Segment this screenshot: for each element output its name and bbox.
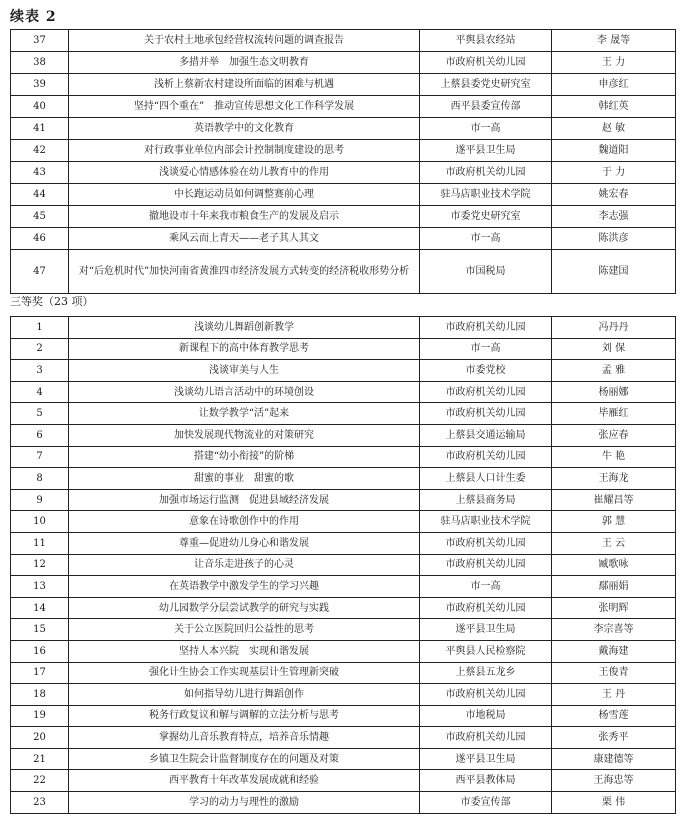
cell-unit: 上蔡县商务局: [420, 489, 552, 511]
cell-title: 浅谈幼儿舞蹈创新教学: [69, 317, 420, 339]
cell-number: 22: [11, 770, 69, 792]
cell-author: 张明辉: [552, 597, 676, 619]
cell-unit: 市政府机关幼儿园: [420, 446, 552, 468]
table-row: [11, 554, 676, 576]
cell-title: 税务行政复议和解与调解的立法分析与思考: [69, 705, 420, 727]
cell-title: 对行政事业单位内部会计控制制度建设的思考: [69, 140, 420, 162]
cell-title: 关于公立医院回归公益性的思考: [69, 619, 420, 641]
cell-unit: 市政府机关幼儿园: [420, 162, 552, 184]
cell-unit: 市政府机关幼儿园: [420, 597, 552, 619]
cell-title: 撤地设市十年来我市粮食生产的发展及启示: [69, 206, 420, 228]
cell-unit: 市委党史研究室: [420, 206, 552, 228]
table-row: [11, 576, 676, 598]
table-row: [11, 317, 676, 339]
cell-number: 5: [11, 403, 69, 425]
table-row: [11, 705, 676, 727]
cell-title: 让数学教学“活”起来: [69, 403, 420, 425]
cell-unit: 市政府机关幼儿园: [420, 532, 552, 554]
cell-author: 陈洪彦: [552, 228, 676, 250]
cell-author: 李志强: [552, 206, 676, 228]
cell-author: 刘 保: [552, 338, 676, 360]
cell-title: 浅谈爱心情感体验在幼儿教育中的作用: [69, 162, 420, 184]
cell-title: 甜蜜的事业 甜蜜的歌: [69, 468, 420, 490]
cell-author: 王 云: [552, 532, 676, 554]
cell-unit: 市委宣传部: [420, 792, 552, 814]
cell-author: 李 晟等: [552, 30, 676, 52]
table-row: [11, 52, 676, 74]
cell-title: 关于农村土地承包经营权流转问题的调查报告: [69, 30, 420, 52]
awards-table-continued: [10, 29, 676, 294]
table-row: [11, 250, 676, 294]
cell-title: 英语教学中的文化教育: [69, 118, 420, 140]
cell-number: 10: [11, 511, 69, 533]
cell-number: 18: [11, 684, 69, 706]
table-row: [11, 640, 676, 662]
table-row: [11, 381, 676, 403]
cell-unit: 市一高: [420, 576, 552, 598]
table-row: [11, 748, 676, 770]
section-heading-third-prize: 三等奖（23 项）: [10, 295, 94, 308]
cell-author: 康建德等: [552, 748, 676, 770]
cell-number: 44: [11, 184, 69, 206]
cell-title: 幼儿园数学分层尝试教学的研究与实践: [69, 597, 420, 619]
cell-unit: 西平县委宣传部: [420, 96, 552, 118]
cell-title: 坚持“四个重在” 推动宣传思想文化工作科学发展: [69, 96, 420, 118]
cell-unit: 上蔡县五龙乡: [420, 662, 552, 684]
cell-number: 19: [11, 705, 69, 727]
cell-number: 11: [11, 532, 69, 554]
table-row: [11, 662, 676, 684]
cell-author: 臧歌咏: [552, 554, 676, 576]
cell-title: 让音乐走进孩子的心灵: [69, 554, 420, 576]
cell-title: 浅析上蔡新农村建设所面临的困难与机遇: [69, 74, 420, 96]
cell-number: 12: [11, 554, 69, 576]
cell-number: 43: [11, 162, 69, 184]
table-row: [11, 228, 676, 250]
cell-unit: 上蔡县交通运输局: [420, 424, 552, 446]
table-row: [11, 619, 676, 641]
cell-title: 如何指导幼儿进行舞蹈创作: [69, 684, 420, 706]
table-row: [11, 74, 676, 96]
cell-unit: 平舆县农经站: [420, 30, 552, 52]
table-row: [11, 162, 676, 184]
cell-title: 浅谈审美与人生: [69, 360, 420, 382]
cell-unit: 市政府机关幼儿园: [420, 727, 552, 749]
cell-unit: 市政府机关幼儿园: [420, 381, 552, 403]
cell-number: 46: [11, 228, 69, 250]
table-row: [11, 684, 676, 706]
cell-unit: 市委党校: [420, 360, 552, 382]
table-row: [11, 792, 676, 814]
table-row: [11, 597, 676, 619]
table-row: [11, 140, 676, 162]
table-row: [11, 532, 676, 554]
cell-unit: 西平县教体局: [420, 770, 552, 792]
cell-author: 牛 艳: [552, 446, 676, 468]
cell-unit: 市地税局: [420, 705, 552, 727]
cell-unit: 遂平县卫生局: [420, 140, 552, 162]
cell-number: 38: [11, 52, 69, 74]
table-row: [11, 727, 676, 749]
cell-author: 张秀平: [552, 727, 676, 749]
cell-author: 张应春: [552, 424, 676, 446]
table-row: [11, 489, 676, 511]
cell-title: 乡镇卫生院会计监督制度存在的问题及对策: [69, 748, 420, 770]
cell-author: 杨丽娜: [552, 381, 676, 403]
cell-number: 20: [11, 727, 69, 749]
cell-number: 37: [11, 30, 69, 52]
cell-author: 赵 敏: [552, 118, 676, 140]
cell-author: 王海龙: [552, 468, 676, 490]
table-row: [11, 770, 676, 792]
cell-author: 毕雁红: [552, 403, 676, 425]
cell-title: 加快发展现代物流业的对策研究: [69, 424, 420, 446]
cell-unit: 驻马店职业技术学院: [420, 184, 552, 206]
cell-number: 9: [11, 489, 69, 511]
table-row: [11, 30, 676, 52]
cell-number: 39: [11, 74, 69, 96]
cell-number: 2: [11, 338, 69, 360]
cell-title: 乘风云而上青天——老子其人其文: [69, 228, 420, 250]
cell-title: 西平教育十年改革发展成就和经验: [69, 770, 420, 792]
cell-unit: 市一高: [420, 228, 552, 250]
cell-author: 韩红英: [552, 96, 676, 118]
cell-number: 41: [11, 118, 69, 140]
cell-number: 8: [11, 468, 69, 490]
cell-number: 45: [11, 206, 69, 228]
cell-title: 强化计生协会工作实现基层计生管理新突破: [69, 662, 420, 684]
cell-author: 郭 慧: [552, 511, 676, 533]
cell-number: 7: [11, 446, 69, 468]
cell-title: 掌握幼儿音乐教育特点，培养音乐情趣: [69, 727, 420, 749]
cell-title: 尊重—促进幼儿身心和谐发展: [69, 532, 420, 554]
table-row: [11, 96, 676, 118]
cell-author: 王 丹: [552, 684, 676, 706]
cell-number: 23: [11, 792, 69, 814]
cell-title: 新课程下的高中体育教学思考: [69, 338, 420, 360]
cell-title: 意象在诗歌创作中的作用: [69, 511, 420, 533]
table-row: [11, 403, 676, 425]
cell-number: 1: [11, 317, 69, 339]
cell-number: 21: [11, 748, 69, 770]
cell-author: 王 力: [552, 52, 676, 74]
cell-number: 47: [11, 250, 69, 294]
table-row: [11, 206, 676, 228]
cell-unit: 市一高: [420, 338, 552, 360]
cell-number: 16: [11, 640, 69, 662]
cell-number: 15: [11, 619, 69, 641]
cell-author: 李宗喜等: [552, 619, 676, 641]
cell-unit: 市政府机关幼儿园: [420, 554, 552, 576]
cell-unit: 平舆县人民检察院: [420, 640, 552, 662]
third-prize-table: [10, 316, 676, 814]
cell-title: 坚持人本兴院 实现和谐发展: [69, 640, 420, 662]
cell-author: 栗 伟: [552, 792, 676, 814]
cell-title: 在英语教学中激发学生的学习兴趣: [69, 576, 420, 598]
cell-author: 姚宏春: [552, 184, 676, 206]
cell-unit: 市政府机关幼儿园: [420, 317, 552, 339]
cell-author: 申彦红: [552, 74, 676, 96]
table-row: [11, 360, 676, 382]
cell-author: 杨雪莲: [552, 705, 676, 727]
cell-title: 搭建“幼小衔接”的阶梯: [69, 446, 420, 468]
cell-author: 鄢丽娟: [552, 576, 676, 598]
cell-number: 42: [11, 140, 69, 162]
cell-author: 王俊青: [552, 662, 676, 684]
cell-title: 浅谈幼儿语言活动中的环境创设: [69, 381, 420, 403]
cell-unit: 遂平县卫生局: [420, 619, 552, 641]
cell-title: 中长跑运动员如何调整赛前心理: [69, 184, 420, 206]
cell-title: 学习的动力与理性的激励: [69, 792, 420, 814]
cell-unit: 驻马店职业技术学院: [420, 511, 552, 533]
cell-number: 14: [11, 597, 69, 619]
table-row: [11, 446, 676, 468]
table-row: [11, 511, 676, 533]
cell-unit: 市一高: [420, 118, 552, 140]
cell-title: 加强市场运行监测 促进县域经济发展: [69, 489, 420, 511]
table-row: [11, 468, 676, 490]
page-heading: 续表 2: [10, 9, 57, 25]
cell-unit: 市政府机关幼儿园: [420, 403, 552, 425]
cell-unit: 市政府机关幼儿园: [420, 684, 552, 706]
cell-author: 冯丹丹: [552, 317, 676, 339]
cell-number: 6: [11, 424, 69, 446]
cell-title: 多措并举 加强生态文明教育: [69, 52, 420, 74]
cell-author: 戴海建: [552, 640, 676, 662]
cell-author: 于 力: [552, 162, 676, 184]
cell-author: 王海忠等: [552, 770, 676, 792]
cell-unit: 上蔡县人口计生委: [420, 468, 552, 490]
cell-number: 17: [11, 662, 69, 684]
table-row: [11, 184, 676, 206]
cell-author: 孟 雅: [552, 360, 676, 382]
cell-number: 3: [11, 360, 69, 382]
cell-title: 对“后危机时代”加快河南省黄淮四市经济发展方式转变的经济税收形势分析: [69, 250, 420, 294]
cell-unit: 遂平县卫生局: [420, 748, 552, 770]
cell-unit: 市政府机关幼儿园: [420, 52, 552, 74]
cell-author: 魏道阳: [552, 140, 676, 162]
cell-unit: 市国税局: [420, 250, 552, 294]
cell-unit: 上蔡县委党史研究室: [420, 74, 552, 96]
table-row: [11, 338, 676, 360]
cell-number: 4: [11, 381, 69, 403]
table-row: [11, 118, 676, 140]
cell-number: 13: [11, 576, 69, 598]
cell-number: 40: [11, 96, 69, 118]
cell-author: 崔耀昌等: [552, 489, 676, 511]
table-row: [11, 424, 676, 446]
cell-author: 陈建国: [552, 250, 676, 294]
